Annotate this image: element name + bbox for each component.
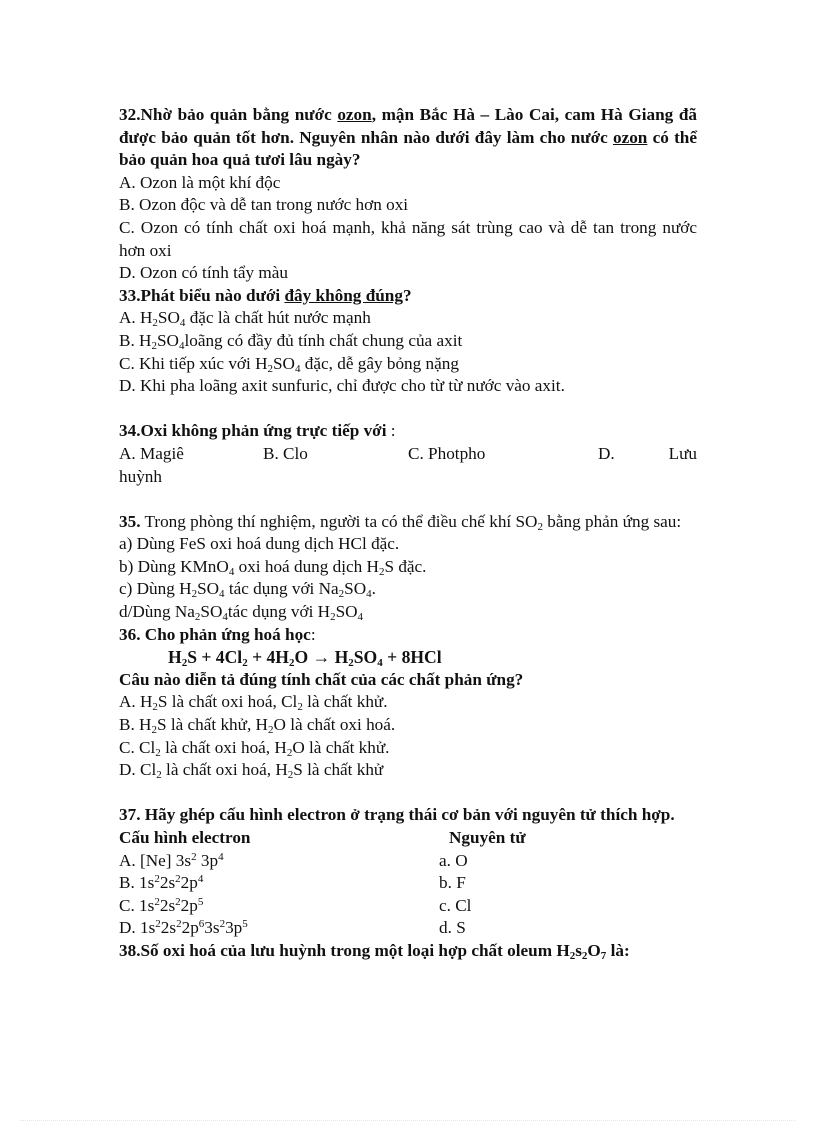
question-35-title: 35. Trong phòng thí nghiệm, người ta có thể điều chế khí $SO_2$ bằng phản ứng sau: [119,511,682,533]
q35-option-c: c) Dùng $H_2SO_4$ tác dụng với $Na_2SO_4$. [119,579,376,601]
q33-option-c: C. Khi tiếp xúc với $H_2SO_4$ đặc, dễ gây bỏng nặng [119,353,459,375]
q36-option-c: C. $Cl_2$ là chất oxi hoá, $H_2O$ là chất khử. [119,737,390,759]
q35-option-d: d/Dùng $Na_2SO_4tác$ dụng với $H_2SO_4$ [119,602,364,624]
q37-row-b: B. $1s^22s^22p^4$ b. F [119,873,466,893]
q36-option-d: D. $Cl_2$ là chất oxi hoá, $H_2S$ là chất khử [119,760,384,782]
q34-option-a: A. Magiê [119,443,184,463]
q37-header [119,827,697,850]
q32-option-a: A. Ozon là một khí độc [119,172,281,192]
q34-options [119,443,697,466]
q34-option-d-cont: huỳnh [119,466,162,486]
q33-option-d: D. Khi pha loãng axit sunfuric, chỉ được cho từ từ nước vào axit. [119,376,565,396]
document-page [119,104,697,963]
q33-option-b: B. $H_2SO_4loãng$ có đầy đủ tính chất chung của axit [119,330,463,352]
q37-col-config: Cấu hình electron [119,828,251,847]
q37-row-d: D. $1s^22s^22p^63s^23p^5$ d. S [119,918,466,938]
q34-option-b: B. Clo [263,443,308,463]
question-37-title: 37. Hãy ghép cấu hình electron ở trạng thái cơ bản với nguyên tử thích hợp. [119,805,675,825]
page-bottom-divider [20,1120,796,1121]
question-32-title: 32.Nhờ bảo quản bằng nước ozon, mận Bắc Hà – Lào Cai, cam Hà Giang đã được bảo quản tốt hơn. Nguyên nhân nào dưới đây làm cho nước ozon có thể bảo quản hoa quả tươi lâu ngày? [119,105,697,170]
q35-option-b: b) Dùng KMnO$_4$ oxi hoá dung dịch $H_2S$ đặc. [119,556,427,578]
q33-option-a: A. $H_2SO_4$ đặc là chất hút nước mạnh [119,308,371,330]
q37-row-a: A. [Ne] $3s^2$ $3p^4$ a. O [119,850,468,870]
q36-option-a: A. $H_2S$ là chất oxi hoá, $Cl_2$ là chất khử. [119,692,388,714]
q34-option-c: C. Photpho [408,443,486,463]
q36-option-b: B. $H_2S$ là chất khử, $H_2O$ là chất oxi hoá. [119,715,396,737]
question-38-title: 38.Số oxi hoá của lưu huỳnh trong một loại hợp chất oleum $H_2s_2O_7$ là: [119,940,630,962]
q36-question: Câu nào diễn tả đúng tính chất của các chất phản ứng? [119,669,524,689]
q32-option-c: C. Ozon có tính chất oxi hoá mạnh, khả năng sát trùng cao và dễ tan trong nước hơn oxi [119,217,697,260]
q34-option-d: D. [598,443,615,463]
q34-option-d-text: Lưu [668,443,697,463]
q35-option-a: a) Dùng FeS oxi hoá dung dịch HCl đặc. [119,534,400,554]
q32-option-d: D. Ozon có tính tẩy màu [119,263,288,283]
q37-row-c: C. $1s^22s^22p^5$ c. Cl [119,895,472,915]
q37-col-atom: Nguyên tử [449,828,526,847]
question-36-title: 36. Cho phản ứng hoá học: [119,624,316,644]
q32-option-b: B. Ozon độc và dễ tan trong nước hơn oxi [119,195,409,215]
question-33-title: 33.Phát biểu nào dưới đây không đúng? [119,285,412,305]
q36-equation: $H_2S + 4Cl_2 + 4H_2O \to H_2SO_4 + 8HCl$ [168,647,442,670]
question-34-title: 34.Oxi không phản ứng trực tiếp với : [119,421,396,441]
